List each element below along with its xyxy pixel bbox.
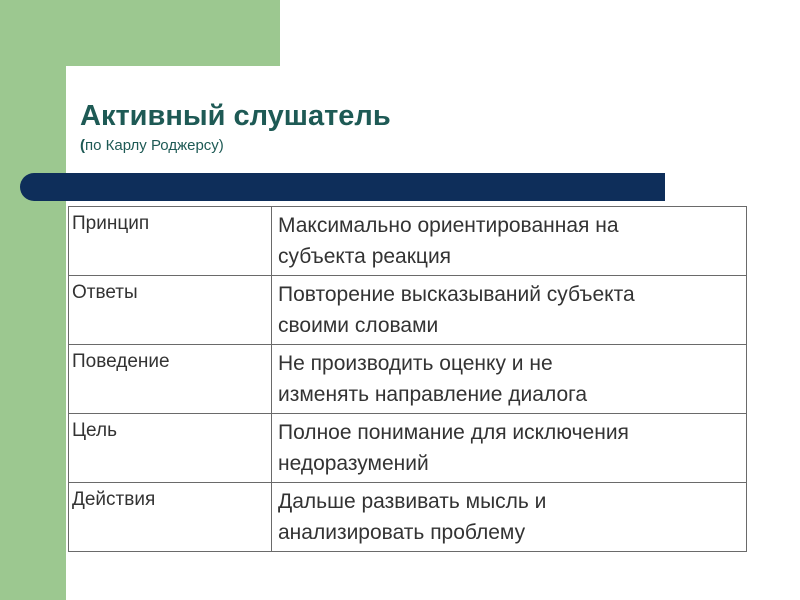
table-row — [69, 483, 747, 552]
desc-line: своими словами — [278, 314, 439, 337]
desc-line: Не производить оценку и не — [278, 352, 553, 375]
desc-line: Дальше развивать мысль и — [278, 490, 547, 513]
info-table — [68, 206, 747, 552]
desc-line: субъекта реакция — [278, 245, 452, 268]
row-label: Ответы — [69, 276, 272, 345]
row-description — [272, 414, 747, 483]
row-label: Действия — [69, 483, 272, 552]
row-description — [272, 483, 747, 552]
subtitle-text: по Карлу Роджерсу) — [85, 137, 224, 154]
table-row — [69, 345, 747, 414]
row-description — [272, 345, 747, 414]
desc-line: Полное понимание для исключения — [278, 421, 629, 444]
desc-line: недоразумений — [278, 452, 429, 475]
desc-line: изменять направление диалога — [278, 383, 588, 406]
table-row — [69, 414, 747, 483]
decor-green-left — [0, 0, 66, 600]
row-label: Поведение — [69, 345, 272, 414]
table-row — [69, 276, 747, 345]
slide-title: Активный слушатель — [80, 100, 391, 132]
desc-line: Повторение высказываний субъекта — [278, 283, 635, 306]
desc-line: Максимально ориентированная на — [278, 214, 619, 237]
desc-line: анализировать проблему — [278, 521, 526, 544]
table-row — [69, 207, 747, 276]
row-label: Цель — [69, 414, 272, 483]
row-description — [272, 207, 747, 276]
row-description — [272, 276, 747, 345]
subtitle-open-paren: ( — [80, 137, 85, 154]
row-label: Принцип — [69, 207, 272, 276]
decor-navy-bar — [20, 173, 665, 201]
decor-green-top — [66, 0, 280, 66]
slide-subtitle — [80, 137, 224, 154]
